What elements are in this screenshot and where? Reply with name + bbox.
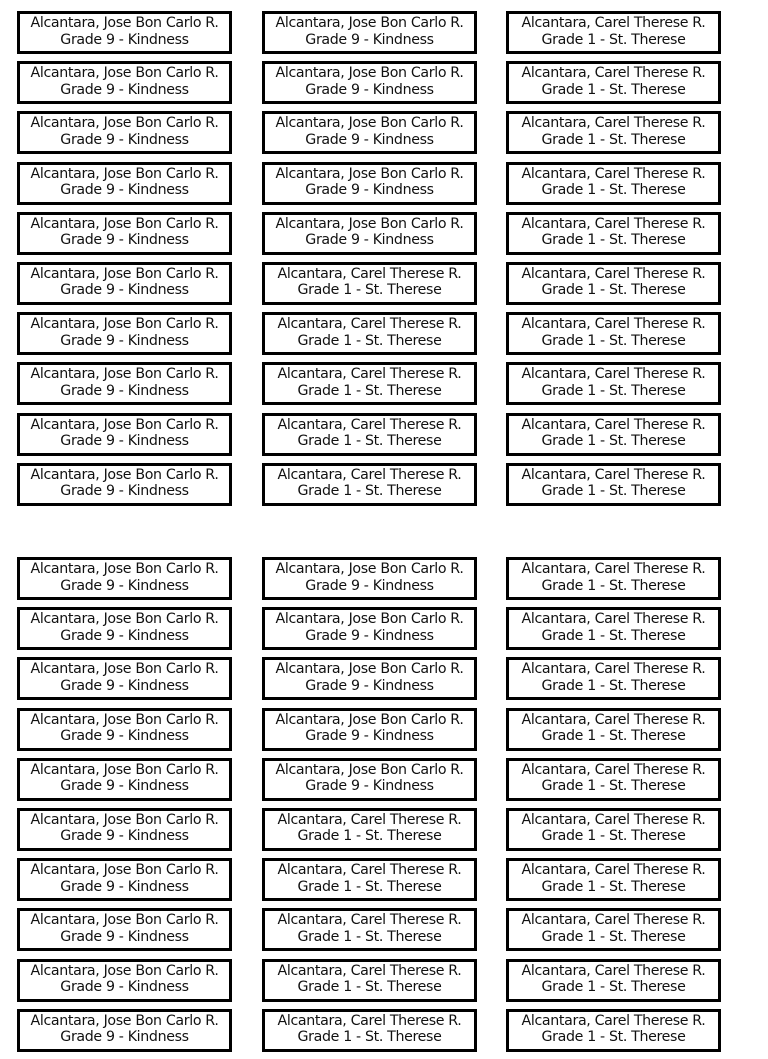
- label-row: [0, 657, 768, 707]
- student-grade-section: Grade 9 - Kindness: [60, 282, 189, 299]
- student-grade-section: Grade 9 - Kindness: [305, 677, 434, 694]
- student-name: Alcantara, Jose Bon Carlo R.: [30, 265, 219, 282]
- student-name: Alcantara, Carel Therese R.: [521, 65, 706, 82]
- name-label: [262, 61, 477, 104]
- name-label: [17, 61, 232, 104]
- student-grade-section: Grade 9 - Kindness: [60, 928, 189, 945]
- student-grade-section: Grade 9 - Kindness: [305, 778, 434, 795]
- student-name: Alcantara, Carel Therese R.: [521, 366, 706, 383]
- label-row: [0, 11, 768, 61]
- name-label: [506, 808, 721, 851]
- label-row: [0, 212, 768, 262]
- student-name: Alcantara, Jose Bon Carlo R.: [30, 561, 219, 577]
- student-grade-section: Grade 1 - St. Therese: [541, 828, 686, 845]
- student-grade-section: Grade 9 - Kindness: [305, 232, 434, 249]
- label-row: [0, 262, 768, 312]
- label-row: [0, 111, 768, 161]
- student-name: Alcantara, Carel Therese R.: [277, 265, 462, 282]
- label-row: [0, 858, 768, 908]
- student-name: Alcantara, Carel Therese R.: [521, 165, 706, 182]
- student-name: Alcantara, Carel Therese R.: [521, 811, 706, 828]
- name-label: [17, 708, 232, 751]
- student-grade-section: Grade 1 - St. Therese: [541, 182, 686, 199]
- student-name: Alcantara, Jose Bon Carlo R.: [275, 165, 464, 182]
- name-label: [262, 1009, 477, 1052]
- student-grade-section: Grade 1 - St. Therese: [541, 979, 686, 995]
- student-grade-section: Grade 9 - Kindness: [60, 81, 189, 98]
- student-name: Alcantara, Carel Therese R.: [277, 1012, 462, 1029]
- student-name: Alcantara, Carel Therese R.: [521, 265, 706, 282]
- name-label: [17, 162, 232, 205]
- name-label: [17, 312, 232, 355]
- student-name: Alcantara, Jose Bon Carlo R.: [30, 1012, 219, 1029]
- label-row: [0, 808, 768, 858]
- student-name: Alcantara, Jose Bon Carlo R.: [30, 165, 219, 182]
- student-grade-section: Grade 9 - Kindness: [60, 433, 189, 449]
- student-grade-section: Grade 1 - St. Therese: [297, 433, 442, 449]
- name-label: [262, 858, 477, 901]
- student-grade-section: Grade 1 - St. Therese: [541, 778, 686, 795]
- student-grade-section: Grade 1 - St. Therese: [541, 282, 686, 299]
- name-label: [262, 262, 477, 305]
- student-grade-section: Grade 9 - Kindness: [305, 31, 434, 48]
- student-grade-section: Grade 1 - St. Therese: [297, 878, 442, 895]
- label-row: [0, 708, 768, 758]
- student-grade-section: Grade 9 - Kindness: [60, 979, 189, 995]
- student-name: Alcantara, Carel Therese R.: [521, 561, 706, 577]
- student-name: Alcantara, Carel Therese R.: [521, 416, 706, 433]
- label-row: [0, 908, 768, 958]
- student-grade-section: Grade 1 - St. Therese: [297, 928, 442, 945]
- student-grade-section: Grade 1 - St. Therese: [297, 382, 442, 399]
- student-grade-section: Grade 9 - Kindness: [60, 627, 189, 644]
- student-grade-section: Grade 9 - Kindness: [305, 577, 434, 594]
- student-grade-section: Grade 9 - Kindness: [60, 828, 189, 845]
- student-grade-section: Grade 9 - Kindness: [60, 382, 189, 399]
- student-name: Alcantara, Jose Bon Carlo R.: [30, 912, 219, 929]
- student-name: Alcantara, Jose Bon Carlo R.: [275, 115, 464, 132]
- name-label: [506, 758, 721, 801]
- name-label: [17, 413, 232, 456]
- student-grade-section: Grade 9 - Kindness: [60, 332, 189, 349]
- name-label: [262, 908, 477, 951]
- name-label: [506, 908, 721, 951]
- student-name: Alcantara, Carel Therese R.: [277, 912, 462, 929]
- student-grade-section: Grade 1 - St. Therese: [297, 332, 442, 349]
- name-label: [17, 362, 232, 405]
- label-row: [0, 463, 768, 513]
- student-grade-section: Grade 1 - St. Therese: [541, 878, 686, 895]
- student-name: Alcantara, Jose Bon Carlo R.: [30, 115, 219, 132]
- name-label: [17, 858, 232, 901]
- student-name: Alcantara, Carel Therese R.: [521, 661, 706, 678]
- student-grade-section: Grade 1 - St. Therese: [541, 131, 686, 148]
- student-name: Alcantara, Carel Therese R.: [521, 15, 706, 31]
- student-name: Alcantara, Jose Bon Carlo R.: [30, 811, 219, 828]
- name-label: [17, 557, 232, 600]
- student-name: Alcantara, Carel Therese R.: [277, 811, 462, 828]
- name-label: [506, 413, 721, 456]
- student-grade-section: Grade 9 - Kindness: [305, 131, 434, 148]
- student-name: Alcantara, Jose Bon Carlo R.: [275, 611, 464, 628]
- student-name: Alcantara, Carel Therese R.: [277, 862, 462, 879]
- student-name: Alcantara, Carel Therese R.: [521, 862, 706, 879]
- name-label: [262, 362, 477, 405]
- name-label: [262, 312, 477, 355]
- name-label: [17, 657, 232, 700]
- student-name: Alcantara, Carel Therese R.: [277, 366, 462, 383]
- student-name: Alcantara, Jose Bon Carlo R.: [30, 761, 219, 778]
- student-grade-section: Grade 1 - St. Therese: [541, 577, 686, 594]
- student-name: Alcantara, Jose Bon Carlo R.: [275, 711, 464, 728]
- student-name: Alcantara, Jose Bon Carlo R.: [30, 366, 219, 383]
- name-label: [506, 262, 721, 305]
- name-label: [262, 162, 477, 205]
- name-label: [262, 708, 477, 751]
- name-label: [262, 959, 477, 1002]
- student-grade-section: Grade 1 - St. Therese: [541, 332, 686, 349]
- student-grade-section: Grade 1 - St. Therese: [297, 979, 442, 995]
- student-grade-section: Grade 9 - Kindness: [305, 627, 434, 644]
- student-grade-section: Grade 9 - Kindness: [305, 728, 434, 745]
- name-label: [506, 212, 721, 255]
- name-label: [262, 758, 477, 801]
- student-grade-section: Grade 9 - Kindness: [60, 182, 189, 199]
- student-name: Alcantara, Jose Bon Carlo R.: [30, 962, 219, 979]
- name-label: [17, 111, 232, 154]
- name-label: [262, 607, 477, 650]
- name-label: [262, 463, 477, 506]
- name-label: [506, 708, 721, 751]
- name-label: [506, 61, 721, 104]
- name-label: [506, 557, 721, 600]
- name-label: [506, 1009, 721, 1052]
- student-name: Alcantara, Jose Bon Carlo R.: [275, 761, 464, 778]
- student-grade-section: Grade 1 - St. Therese: [541, 728, 686, 745]
- student-name: Alcantara, Jose Bon Carlo R.: [30, 611, 219, 628]
- student-grade-section: Grade 1 - St. Therese: [541, 31, 686, 48]
- student-name: Alcantara, Carel Therese R.: [521, 115, 706, 132]
- label-sheet-1: [0, 11, 768, 513]
- student-name: Alcantara, Jose Bon Carlo R.: [30, 862, 219, 879]
- name-label: [506, 111, 721, 154]
- name-label: [262, 557, 477, 600]
- student-grade-section: Grade 1 - St. Therese: [541, 627, 686, 644]
- student-grade-section: Grade 1 - St. Therese: [541, 928, 686, 945]
- name-label: [262, 657, 477, 700]
- student-grade-section: Grade 9 - Kindness: [305, 182, 434, 199]
- student-name: Alcantara, Jose Bon Carlo R.: [30, 15, 219, 31]
- student-grade-section: Grade 1 - St. Therese: [297, 1029, 442, 1046]
- name-label: [506, 312, 721, 355]
- student-grade-section: Grade 9 - Kindness: [60, 232, 189, 249]
- name-label: [262, 11, 477, 54]
- student-grade-section: Grade 1 - St. Therese: [541, 382, 686, 399]
- name-label: [506, 657, 721, 700]
- student-name: Alcantara, Carel Therese R.: [521, 962, 706, 979]
- student-grade-section: Grade 9 - Kindness: [60, 778, 189, 795]
- student-grade-section: Grade 1 - St. Therese: [297, 282, 442, 299]
- name-label: [17, 212, 232, 255]
- name-label: [262, 212, 477, 255]
- student-name: Alcantara, Carel Therese R.: [277, 416, 462, 433]
- name-label: [17, 1009, 232, 1052]
- student-grade-section: Grade 1 - St. Therese: [541, 1029, 686, 1046]
- student-name: Alcantara, Jose Bon Carlo R.: [30, 416, 219, 433]
- student-name: Alcantara, Jose Bon Carlo R.: [30, 316, 219, 333]
- student-grade-section: Grade 9 - Kindness: [60, 483, 189, 500]
- name-label: [17, 262, 232, 305]
- name-label: [17, 607, 232, 650]
- label-sheet-2: [0, 557, 768, 1059]
- student-name: Alcantara, Carel Therese R.: [277, 466, 462, 483]
- label-row: [0, 312, 768, 362]
- student-name: Alcantara, Jose Bon Carlo R.: [275, 15, 464, 31]
- student-name: Alcantara, Jose Bon Carlo R.: [275, 661, 464, 678]
- label-row: [0, 758, 768, 808]
- name-label: [506, 858, 721, 901]
- student-name: Alcantara, Carel Therese R.: [521, 215, 706, 232]
- student-name: Alcantara, Jose Bon Carlo R.: [30, 65, 219, 82]
- student-name: Alcantara, Carel Therese R.: [521, 466, 706, 483]
- name-label: [506, 959, 721, 1002]
- label-row: [0, 959, 768, 1009]
- name-label: [17, 908, 232, 951]
- student-name: Alcantara, Jose Bon Carlo R.: [275, 561, 464, 577]
- student-grade-section: Grade 9 - Kindness: [60, 31, 189, 48]
- label-row: [0, 362, 768, 412]
- student-grade-section: Grade 9 - Kindness: [60, 1029, 189, 1046]
- student-name: Alcantara, Carel Therese R.: [521, 761, 706, 778]
- name-label: [506, 463, 721, 506]
- student-grade-section: Grade 1 - St. Therese: [541, 81, 686, 98]
- student-grade-section: Grade 1 - St. Therese: [541, 677, 686, 694]
- student-name: Alcantara, Carel Therese R.: [521, 711, 706, 728]
- label-row: [0, 413, 768, 463]
- student-name: Alcantara, Carel Therese R.: [521, 1012, 706, 1029]
- student-name: Alcantara, Jose Bon Carlo R.: [30, 215, 219, 232]
- student-name: Alcantara, Jose Bon Carlo R.: [30, 661, 219, 678]
- name-label: [262, 413, 477, 456]
- name-label: [262, 111, 477, 154]
- name-label: [17, 463, 232, 506]
- name-label: [506, 11, 721, 54]
- student-grade-section: Grade 9 - Kindness: [60, 577, 189, 594]
- label-row: [0, 607, 768, 657]
- name-label: [17, 758, 232, 801]
- student-name: Alcantara, Carel Therese R.: [277, 316, 462, 333]
- student-grade-section: Grade 9 - Kindness: [60, 677, 189, 694]
- student-grade-section: Grade 9 - Kindness: [60, 728, 189, 745]
- student-name: Alcantara, Jose Bon Carlo R.: [275, 215, 464, 232]
- student-name: Alcantara, Carel Therese R.: [521, 316, 706, 333]
- student-name: Alcantara, Carel Therese R.: [277, 962, 462, 979]
- student-grade-section: Grade 1 - St. Therese: [297, 483, 442, 500]
- label-row: [0, 557, 768, 607]
- name-label: [17, 11, 232, 54]
- name-label: [17, 959, 232, 1002]
- label-row: [0, 61, 768, 111]
- student-grade-section: Grade 9 - Kindness: [305, 81, 434, 98]
- student-grade-section: Grade 9 - Kindness: [60, 878, 189, 895]
- student-name: Alcantara, Jose Bon Carlo R.: [30, 466, 219, 483]
- name-label: [506, 362, 721, 405]
- name-label: [262, 808, 477, 851]
- student-grade-section: Grade 1 - St. Therese: [541, 433, 686, 449]
- student-grade-section: Grade 1 - St. Therese: [541, 483, 686, 500]
- student-name: Alcantara, Carel Therese R.: [521, 611, 706, 628]
- label-row: [0, 162, 768, 212]
- name-label: [506, 607, 721, 650]
- name-label: [17, 808, 232, 851]
- student-grade-section: Grade 1 - St. Therese: [297, 828, 442, 845]
- student-grade-section: Grade 9 - Kindness: [60, 131, 189, 148]
- name-label: [506, 162, 721, 205]
- student-name: Alcantara, Jose Bon Carlo R.: [30, 711, 219, 728]
- student-grade-section: Grade 1 - St. Therese: [541, 232, 686, 249]
- student-name: Alcantara, Jose Bon Carlo R.: [275, 65, 464, 82]
- label-row: [0, 1009, 768, 1059]
- student-name: Alcantara, Carel Therese R.: [521, 912, 706, 929]
